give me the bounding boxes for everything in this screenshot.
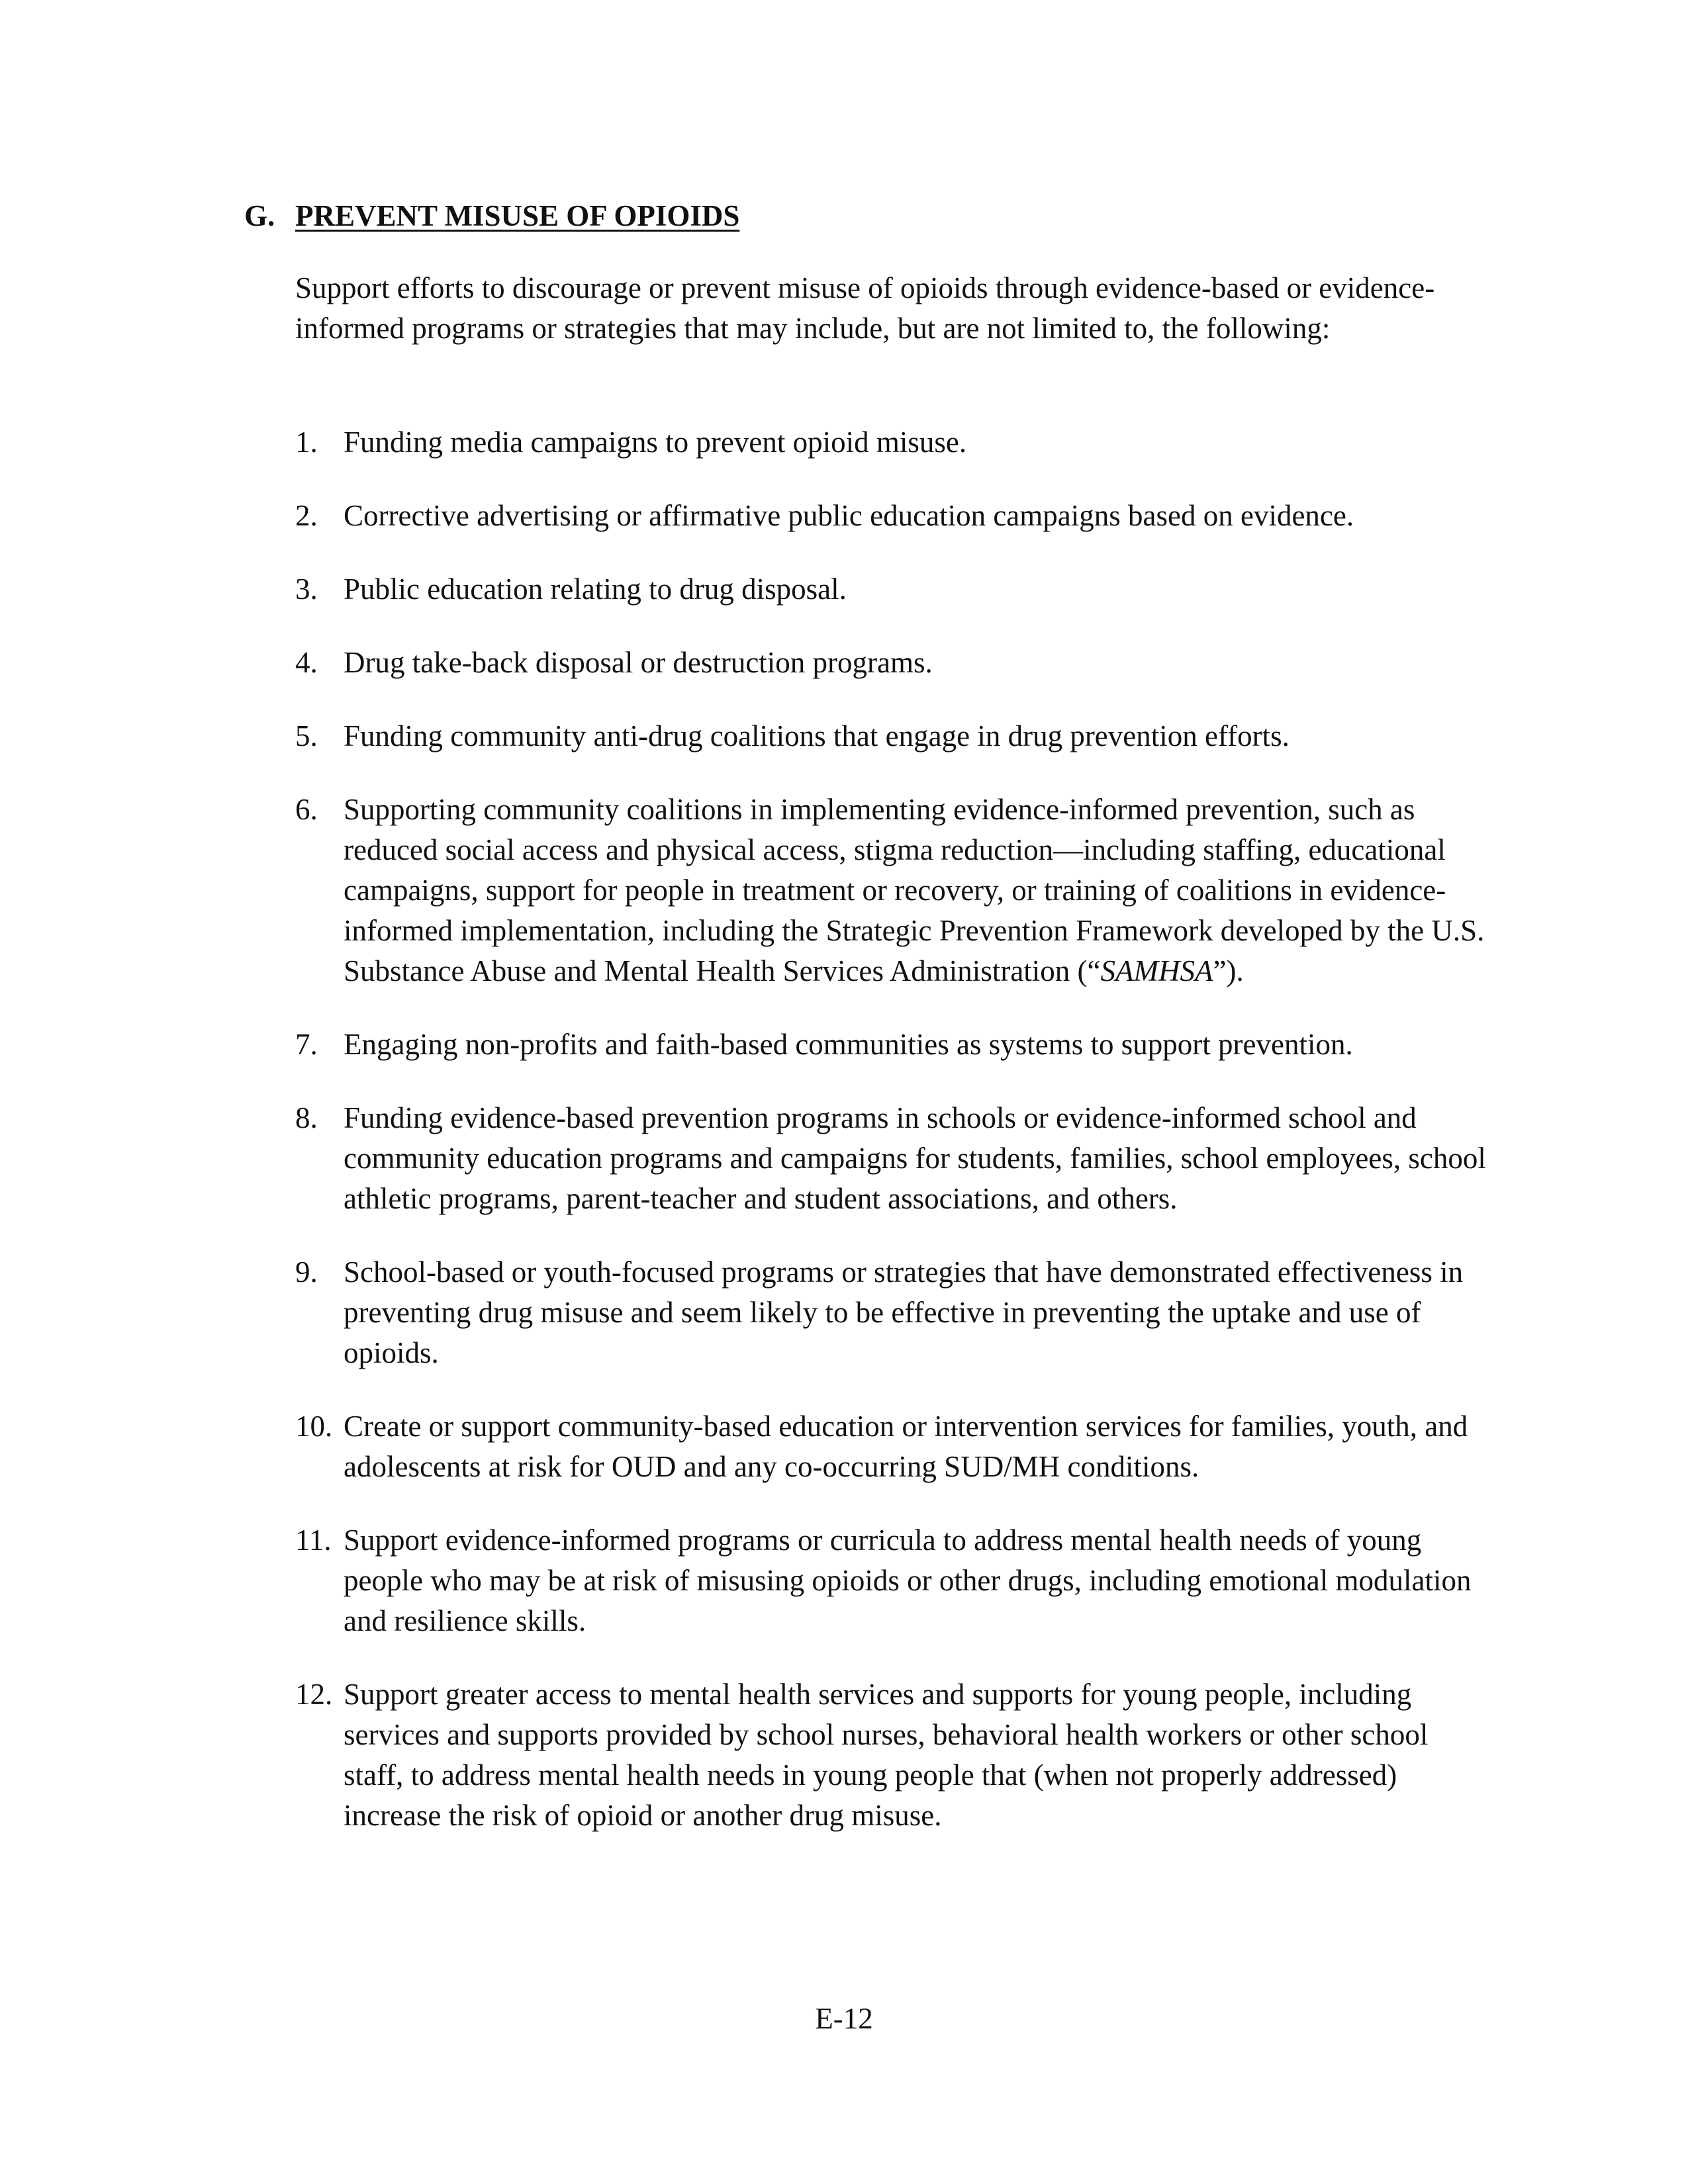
list-item <box>295 790 1487 991</box>
list-item <box>295 496 1487 536</box>
list-item <box>295 1024 1487 1065</box>
item-number: 11. <box>295 1524 332 1557</box>
section-letter: G. <box>244 199 275 232</box>
list-item <box>295 1674 1487 1836</box>
list-item <box>295 1098 1487 1219</box>
page-number: E-12 <box>815 2002 873 2035</box>
item-text: School-based or youth-focused programs or strategies that have demonstrated effectiveness in preventing drug misuse and seem likely to be effective in preventing the uptake and use of opioids. <box>344 1255 1464 1369</box>
prevention-list <box>295 422 1487 1869</box>
list-item <box>295 716 1487 756</box>
list-item <box>295 1252 1487 1373</box>
item-text: Support greater access to mental health services and supports for young people, including services and supports provided by school nurses, behavioral health workers or other school staff, to address mental health needs in young people that (when not properly addressed) increase the risk of opioid or another drug misuse. <box>344 1678 1429 1832</box>
item-text: Engaging non-profits and faith-based communities as systems to support prevention. <box>344 1028 1353 1061</box>
item-text: Funding community anti-drug coalitions that engage in drug prevention efforts. <box>344 719 1289 752</box>
list-item <box>295 569 1487 610</box>
item-text: Support evidence-informed programs or curricula to address mental health needs of young people who may be at risk of misusing opioids or other drugs, including emotional modulation and resilience skills. <box>344 1524 1472 1637</box>
section-heading <box>244 196 739 236</box>
item-number: 2. <box>295 499 318 532</box>
item-text: Funding media campaigns to prevent opioid misuse. <box>344 426 967 459</box>
item-number: 12. <box>295 1678 333 1711</box>
section-intro: Support efforts to discourage or prevent misuse of opioids through evidence-based or evidence-informed programs or strategies that may include, but are not limited to, the following: <box>295 271 1435 345</box>
item-text: Funding evidence-based prevention programs in schools or evidence-informed school and community education programs and campaigns for students, families, school employees, school athletic programs, parent-teacher and student associations, and others. <box>344 1101 1486 1215</box>
list-item <box>295 1520 1487 1641</box>
item-number: 10. <box>295 1410 333 1443</box>
list-item <box>295 643 1487 683</box>
list-item <box>295 1406 1487 1487</box>
item-text: Public education relating to drug disposal. <box>344 572 847 606</box>
item-text: Corrective advertising or affirmative public education campaigns based on evidence. <box>344 499 1354 532</box>
item-text-tail: ”). <box>1213 954 1244 987</box>
item-number: 9. <box>295 1255 318 1289</box>
item-text: Supporting community coalitions in implementing evidence-informed prevention, such as reduced social access and physical access, stigma reduction—including staffing, educational campaigns, support for people in treatment or recovery, or training of coalitions in evidence-informed implementation, including the Strategic Prevention Framework developed by the U.S. Substance Abuse and Mental Health Services Administration (“ <box>344 793 1485 987</box>
item-text: Create or support community-based education or intervention services for families, youth, and adolescents at risk for OUD and any co-occurring SUD/MH conditions. <box>344 1410 1468 1483</box>
item-text: Drug take-back disposal or destruction programs. <box>344 646 933 679</box>
item-number: 6. <box>295 793 318 826</box>
item-number: 3. <box>295 572 318 606</box>
item-number: 7. <box>295 1028 318 1061</box>
list-item <box>295 422 1487 463</box>
item-number: 4. <box>295 646 318 679</box>
section-title: PREVENT MISUSE OF OPIOIDS <box>295 199 740 232</box>
item-emphasis: SAMHSA <box>1100 954 1213 987</box>
item-number: 1. <box>295 426 318 459</box>
item-number: 8. <box>295 1101 318 1134</box>
item-number: 5. <box>295 719 318 752</box>
